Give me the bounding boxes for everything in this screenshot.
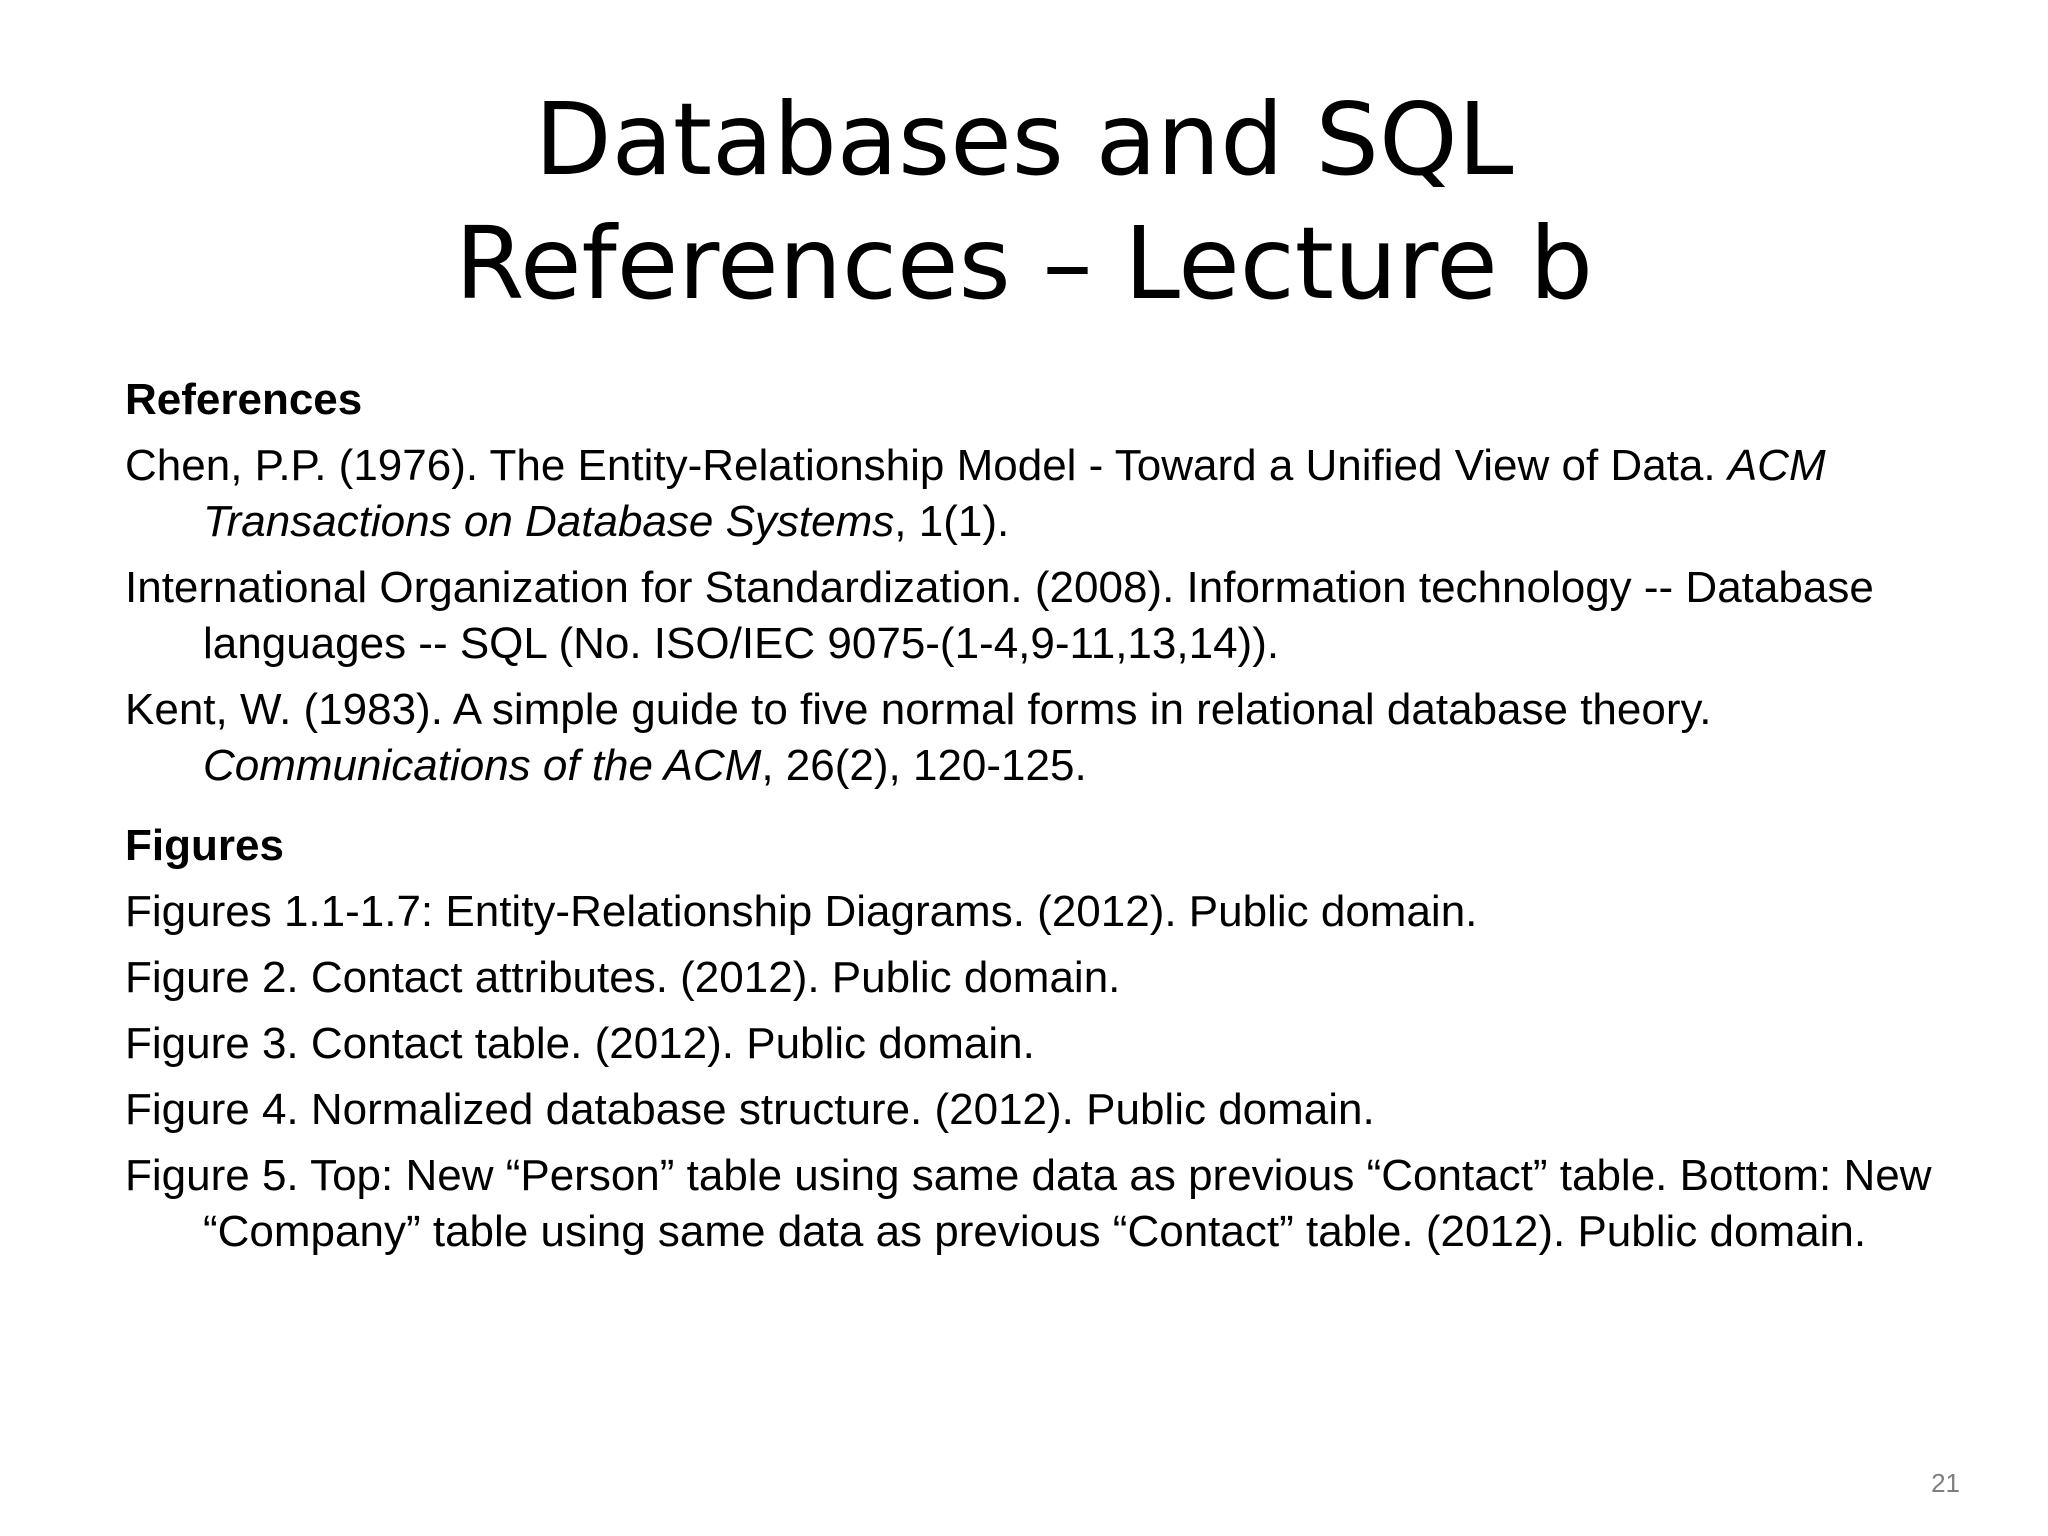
journal-title: ACM Transactions on Database Systems — [203, 441, 1826, 546]
references-heading: References — [125, 375, 363, 424]
figure-entry: Figure 4. Normalized database structure. (2012). Public domain. — [125, 1085, 1375, 1134]
page-number: 21 — [1931, 1468, 1960, 1498]
section-spacer — [125, 804, 1955, 818]
figures-heading: Figures — [125, 821, 284, 870]
journal-title: Communications of the ACM — [203, 741, 762, 790]
slide-title-line-2: References – Lecture b — [455, 205, 1593, 322]
reference-entry-kent — [125, 682, 1955, 794]
slide-body — [125, 372, 1955, 1270]
reference-text: Kent, W. (1983). A simple guide to five normal forms in relational database theory. — [125, 685, 1712, 734]
reference-entry-iso — [125, 560, 1955, 672]
figure-entry: Figure 2. Contact attributes. (2012). Public domain. — [125, 953, 1121, 1002]
figure-entry: Figure 3. Contact table. (2012). Public domain. — [125, 1019, 1035, 1068]
figure-entry: Figures 1.1-1.7: Entity-Relationship Diagrams. (2012). Public domain. — [125, 887, 1478, 936]
reference-text: , 1(1). — [894, 497, 1010, 546]
slide-title-line-1: Databases and SQL — [534, 81, 1514, 198]
slide-title — [0, 78, 2048, 326]
reference-text: Chen, P.P. (1976). The Entity-Relationship Model - Toward a Unified View of Data. — [125, 441, 1728, 490]
reference-text: International Organization for Standardization. (2008). Information technology -- Database languages -- SQL (No. ISO/IEC 9075-(1-4,9-11,13,14)). — [125, 563, 1874, 668]
figure-entry: Figure 5. Top: New “Person” table using same data as previous “Contact” table. Bottom: New “Company” table using same data as previous “Contact” table. (2012). Public domain. — [125, 1151, 1932, 1256]
reference-text: , 26(2), 120-125. — [761, 741, 1087, 790]
reference-entry-chen — [125, 438, 1955, 550]
